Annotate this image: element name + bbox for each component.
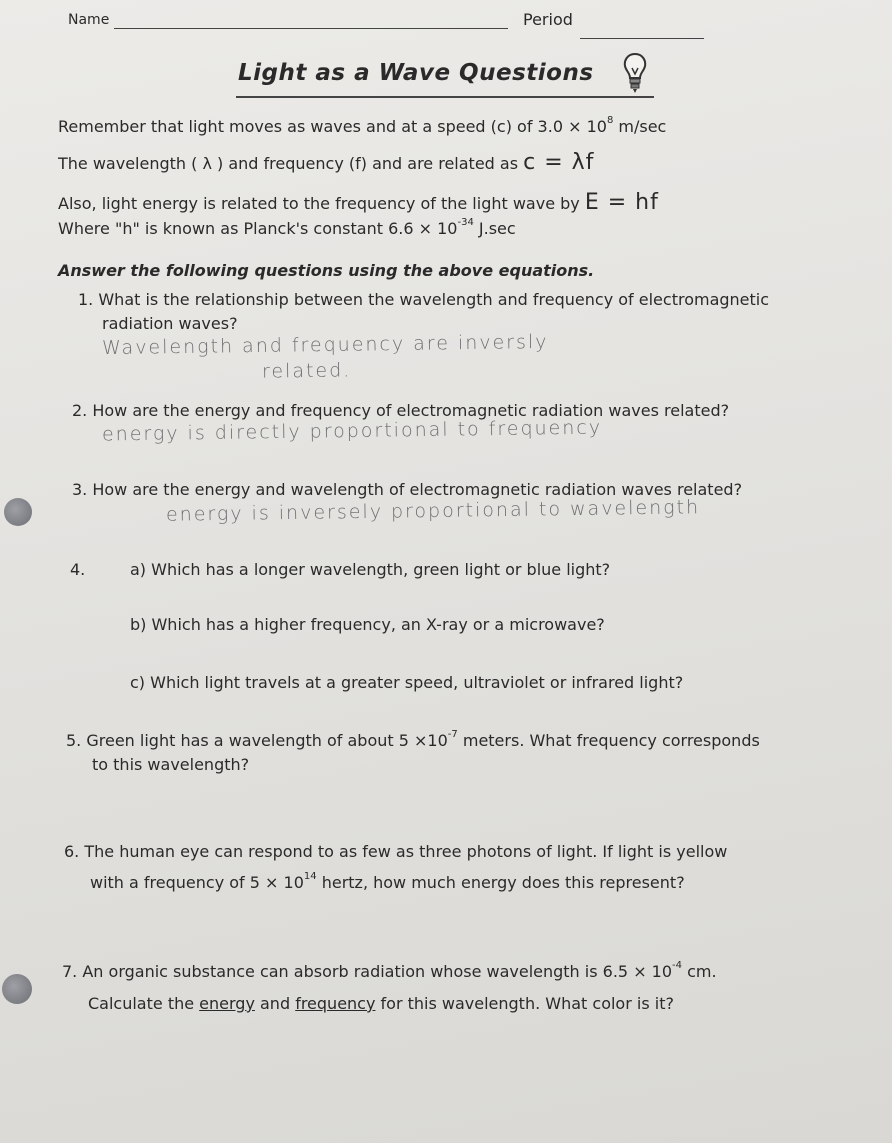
question-4a: a) Which has a longer wavelength, green light or blue light? [130, 560, 611, 579]
answer-3: energy is inversely proportional to wavelength [165, 496, 701, 526]
intro-line-4 [58, 219, 516, 238]
instructions: Answer the following questions using the above equations. [58, 261, 595, 280]
answer-1-line-1: Wavelength and frequency are inversly [101, 330, 549, 360]
question-7-value: 6.5 × 10 [602, 962, 673, 981]
question-4c: c) Which light travels at a greater speed, ultraviolet or infrared light? [130, 673, 684, 692]
question-2: 2. How are the energy and frequency of electromagnetic radiation waves related? [72, 401, 730, 420]
planck-value: 6.6 × 10 [388, 219, 458, 238]
question-7-exponent: -4 [672, 960, 683, 971]
question-5-line-2: to this wavelength? [92, 755, 250, 774]
name-line [114, 28, 508, 29]
question-7-line-1 [62, 962, 717, 981]
question-7-text-4: for this wavelength. What color is it? [375, 994, 674, 1013]
planck-exponent: -34 [457, 217, 474, 228]
intro-text-1: Remember that light moves as waves and at a speed (c) of [58, 117, 538, 136]
intro-line-1 [58, 117, 666, 136]
intro-text-2: The wavelength ( λ ) and frequency (f) and are related as [58, 154, 524, 173]
page-title: Light as a Wave Questions [238, 60, 594, 86]
question-6-text-2: hertz, how much energy does this represent? [316, 873, 685, 892]
question-7-energy-word: energy [199, 994, 255, 1013]
equation-energy: E = hf [584, 190, 659, 215]
question-6-line-1: 6. The human eye can respond to as few as three photons of light. If light is yellow [64, 842, 728, 861]
question-5-text-2: meters. What frequency corresponds [457, 731, 760, 750]
speed-exponent: 8 [606, 115, 614, 126]
intro-line-2 [58, 150, 594, 176]
planck-unit: J.sec [473, 219, 516, 238]
question-3: 3. How are the energy and wavelength of electromagnetic radiation waves related? [72, 480, 743, 499]
answer-1-line-2: related. [261, 359, 352, 383]
lightbulb-icon [622, 52, 648, 96]
punch-hole [4, 498, 32, 526]
question-4b: b) Which has a higher frequency, an X-ray or a microwave? [130, 615, 605, 634]
question-7-text-3: and [254, 994, 296, 1013]
intro-line-3 [58, 190, 659, 216]
question-6-value: 5 × 10 [249, 873, 304, 892]
question-7-unit: cm. [682, 962, 717, 981]
speed-unit: m/sec [613, 117, 667, 136]
question-6-text: with a frequency of [90, 873, 250, 892]
title-underline [236, 96, 654, 98]
question-1-line-1: 1. What is the relationship between the wavelength and frequency of electromagnetic [78, 290, 770, 309]
answer-2: energy is directly proportional to frequency [101, 416, 603, 446]
period-label: Period [523, 10, 573, 29]
question-5-line-1 [66, 731, 760, 750]
intro-text-3: Also, light energy is related to the frequency of the light wave by [58, 194, 585, 213]
question-6-line-2 [90, 873, 685, 892]
name-label: Name [68, 12, 110, 28]
question-1-line-2: radiation waves? [102, 314, 238, 333]
question-5-exponent: -7 [447, 729, 458, 740]
question-7-text-2: Calculate the [88, 994, 200, 1013]
question-5-value: 5 ×10 [398, 731, 448, 750]
period-line [580, 38, 704, 39]
speed-value: 3.0 × 10 [537, 117, 607, 136]
equation-wave: c = λf [523, 150, 595, 175]
question-7-frequency-word: frequency [295, 994, 376, 1013]
question-6-exponent: 14 [303, 871, 317, 882]
question-4-number: 4. [70, 560, 86, 579]
question-7-line-2 [88, 994, 674, 1013]
punch-hole-2 [2, 974, 32, 1004]
intro-text-4: Where "h" is known as Planck's constant [58, 219, 389, 238]
question-7-text: 7. An organic substance can absorb radiation whose wavelength is [62, 962, 603, 981]
question-5-text: 5. Green light has a wavelength of about [66, 731, 399, 750]
